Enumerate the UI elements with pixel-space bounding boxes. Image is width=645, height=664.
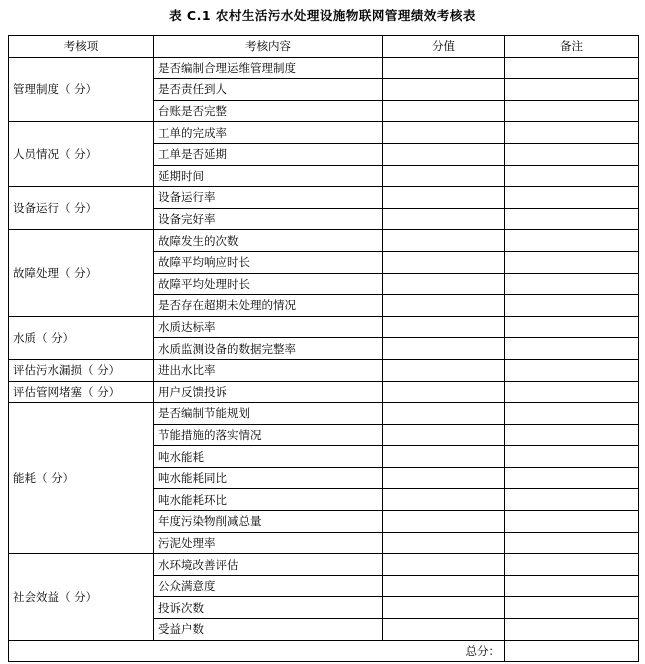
remarks-cell[interactable]: [505, 251, 639, 273]
remarks-cell[interactable]: [505, 122, 639, 144]
table-row: [9, 316, 639, 338]
remarks-cell[interactable]: [505, 295, 639, 317]
category-cell: 社会效益（ 分）: [9, 554, 154, 640]
remarks-cell[interactable]: [505, 511, 639, 533]
remarks-cell[interactable]: [505, 143, 639, 165]
score-cell[interactable]: [383, 489, 505, 511]
score-cell[interactable]: [383, 554, 505, 576]
remarks-cell[interactable]: [505, 165, 639, 187]
table-row: [9, 187, 639, 209]
content-cell: 公众满意度: [154, 575, 383, 597]
table-row: [9, 122, 639, 144]
category-cell: 评估污水漏损（ 分）: [9, 359, 154, 381]
remarks-cell[interactable]: [505, 467, 639, 489]
content-cell: 吨水能耗环比: [154, 489, 383, 511]
remarks-cell[interactable]: [505, 532, 639, 554]
score-cell[interactable]: [383, 446, 505, 468]
content-cell: 吨水能耗同比: [154, 467, 383, 489]
header-category: 考核项: [9, 36, 154, 58]
remarks-cell[interactable]: [505, 489, 639, 511]
table-body: [9, 57, 639, 640]
category-cell: 设备运行（ 分）: [9, 187, 154, 230]
content-cell: 工单的完成率: [154, 122, 383, 144]
remarks-cell[interactable]: [505, 597, 639, 619]
category-cell: 管理制度（ 分）: [9, 57, 154, 122]
score-cell[interactable]: [383, 359, 505, 381]
content-cell: 受益户数: [154, 619, 383, 641]
remarks-cell[interactable]: [505, 554, 639, 576]
table-row: [9, 554, 639, 576]
content-cell: 水环境改善评估: [154, 554, 383, 576]
content-cell: 年度污染物削减总量: [154, 511, 383, 533]
table-row: [9, 403, 639, 425]
header-row: [9, 36, 639, 58]
category-cell: 故障处理（ 分）: [9, 230, 154, 316]
score-cell[interactable]: [383, 295, 505, 317]
score-cell[interactable]: [383, 122, 505, 144]
score-cell[interactable]: [383, 511, 505, 533]
score-cell[interactable]: [383, 424, 505, 446]
header-score: 分值: [383, 36, 505, 58]
content-cell: 污泥处理率: [154, 532, 383, 554]
remarks-cell[interactable]: [505, 273, 639, 295]
content-cell: 工单是否延期: [154, 143, 383, 165]
total-blank-cell: [505, 640, 639, 662]
content-cell: 故障发生的次数: [154, 230, 383, 252]
remarks-cell[interactable]: [505, 403, 639, 425]
remarks-cell[interactable]: [505, 359, 639, 381]
score-cell[interactable]: [383, 251, 505, 273]
score-cell[interactable]: [383, 208, 505, 230]
content-cell: 是否存在超期未处理的情况: [154, 295, 383, 317]
content-cell: 投诉次数: [154, 597, 383, 619]
remarks-cell[interactable]: [505, 338, 639, 360]
score-cell[interactable]: [383, 532, 505, 554]
score-cell[interactable]: [383, 230, 505, 252]
score-cell[interactable]: [383, 79, 505, 101]
content-cell: 台账是否完整: [154, 100, 383, 122]
remarks-cell[interactable]: [505, 57, 639, 79]
category-cell: 人员情况（ 分）: [9, 122, 154, 187]
table-row: [9, 381, 639, 403]
table-row: [9, 359, 639, 381]
remarks-cell[interactable]: [505, 424, 639, 446]
remarks-cell[interactable]: [505, 208, 639, 230]
header-remarks: 备注: [505, 36, 639, 58]
category-cell: 评估管网堵塞（ 分）: [9, 381, 154, 403]
content-cell: 用户反馈投诉: [154, 381, 383, 403]
score-cell[interactable]: [383, 467, 505, 489]
score-cell[interactable]: [383, 597, 505, 619]
score-cell[interactable]: [383, 143, 505, 165]
content-cell: 延期时间: [154, 165, 383, 187]
content-cell: 是否编制合理运维管理制度: [154, 57, 383, 79]
content-cell: 设备运行率: [154, 187, 383, 209]
score-cell[interactable]: [383, 619, 505, 641]
category-cell: 能耗（ 分）: [9, 403, 154, 554]
content-cell: 是否编制节能规划: [154, 403, 383, 425]
score-cell[interactable]: [383, 381, 505, 403]
total-row: [9, 640, 639, 662]
content-cell: 吨水能耗: [154, 446, 383, 468]
remarks-cell[interactable]: [505, 381, 639, 403]
remarks-cell[interactable]: [505, 619, 639, 641]
remarks-cell[interactable]: [505, 187, 639, 209]
score-cell[interactable]: [383, 100, 505, 122]
remarks-cell[interactable]: [505, 100, 639, 122]
remarks-cell[interactable]: [505, 446, 639, 468]
score-cell[interactable]: [383, 338, 505, 360]
score-cell[interactable]: [383, 575, 505, 597]
content-cell: 水质达标率: [154, 316, 383, 338]
table-row: [9, 57, 639, 79]
category-cell: 水质（ 分）: [9, 316, 154, 359]
total-label: 总分：: [9, 640, 505, 662]
content-cell: 设备完好率: [154, 208, 383, 230]
content-cell: 故障平均处理时长: [154, 273, 383, 295]
content-cell: 进出水比率: [154, 359, 383, 381]
score-cell[interactable]: [383, 187, 505, 209]
score-cell[interactable]: [383, 273, 505, 295]
content-cell: 水质监测设备的数据完整率: [154, 338, 383, 360]
score-cell[interactable]: [383, 316, 505, 338]
content-cell: 节能措施的落实情况: [154, 424, 383, 446]
score-cell[interactable]: [383, 403, 505, 425]
assessment-table: [8, 35, 639, 662]
table-title: 表 C.1 农村生活污水处理设施物联网管理绩效考核表: [169, 8, 476, 23]
remarks-cell[interactable]: [505, 79, 639, 101]
content-cell: 是否责任到人: [154, 79, 383, 101]
content-cell: 故障平均响应时长: [154, 251, 383, 273]
score-cell[interactable]: [383, 165, 505, 187]
remarks-cell[interactable]: [505, 316, 639, 338]
score-cell[interactable]: [383, 57, 505, 79]
table-row: [9, 230, 639, 252]
header-content: 考核内容: [154, 36, 383, 58]
remarks-cell[interactable]: [505, 575, 639, 597]
remarks-cell[interactable]: [505, 230, 639, 252]
